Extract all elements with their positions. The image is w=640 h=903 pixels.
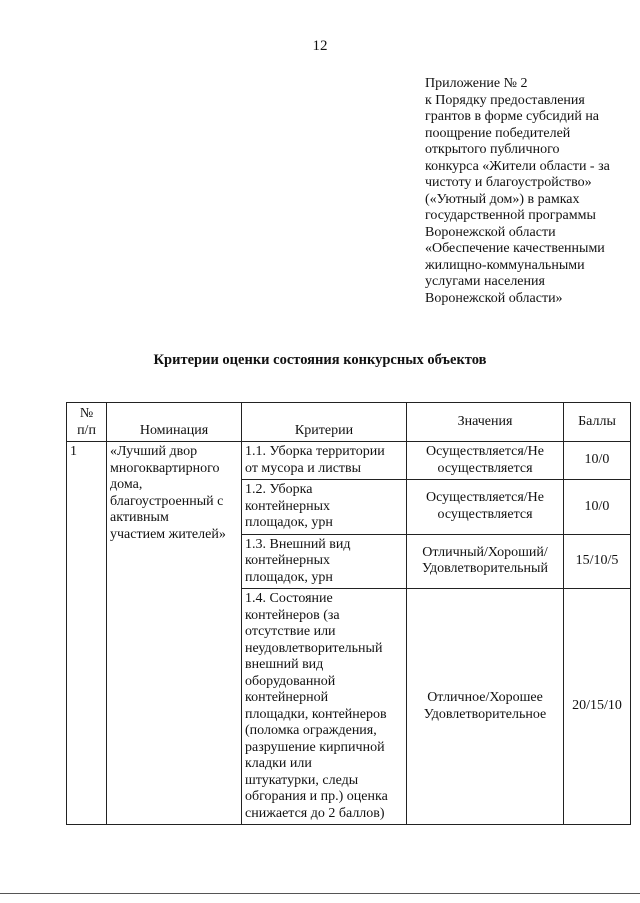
value-line: Отличное/Хорошее (427, 690, 543, 705)
appendix-line: услугами населения (425, 274, 545, 289)
criteria-table (66, 402, 631, 825)
criteria-line: 1.2. Уборка (245, 482, 313, 497)
criteria-line: штукатурки, следы (245, 772, 359, 788)
nomination-line: благоустроенный с (110, 493, 224, 509)
header-nomination: Номинация (107, 403, 242, 442)
score-cell: 20/15/10 (564, 589, 631, 825)
value-line: осуществляется (437, 460, 533, 476)
criteria-line: кладки или (245, 756, 312, 771)
value-line: Осуществляется/Не (425, 444, 545, 459)
criteria-line: контейнерных (245, 498, 331, 514)
appendix-line: Воронежской области» (425, 290, 563, 306)
value-line: осуществляется (437, 506, 533, 522)
header-number (67, 403, 107, 442)
page-bottom-divider (0, 893, 640, 894)
criteria-line: площадок, урн (245, 569, 333, 585)
appendix-line: к Порядку предоставления (425, 92, 585, 108)
score-cell: 10/0 (564, 480, 631, 535)
criteria-cell (242, 589, 407, 825)
value-line: Удовлетворительный (422, 561, 548, 577)
score-cell: 15/10/5 (564, 534, 631, 589)
criteria-cell (242, 442, 407, 480)
criteria-line: площадок, урн (245, 515, 333, 530)
nomination-line: дома, (110, 477, 143, 492)
criteria-line: (поломка ограждения, (245, 723, 377, 738)
criteria-line: 1.4. Состояние (245, 591, 333, 606)
appendix-line: открытого публичного (425, 142, 560, 157)
score-cell: 10/0 (564, 442, 631, 480)
appendix-line: чистоту и благоустройство» (425, 175, 592, 190)
criteria-line: разрушение кирпичной (245, 739, 385, 755)
appendix-line: Воронежской области (425, 224, 556, 240)
header-score: Баллы (564, 403, 631, 442)
value-line: Осуществляется/Не (425, 490, 545, 506)
criteria-line: отсутствие или (245, 624, 336, 639)
criteria-cell (242, 480, 407, 535)
header-criteria: Критерии (242, 403, 407, 442)
header-values: Значения (407, 403, 564, 442)
criteria-line: оборудованной (245, 673, 336, 689)
nomination-line: многоквартирного (110, 460, 220, 476)
criteria-line: обгорания и пр.) оценка (245, 789, 388, 804)
criteria-line: 1.1. Уборка территории (245, 444, 385, 459)
appendix-line: поощрение победителей (425, 125, 571, 141)
nomination-cell (107, 442, 242, 825)
table-header-row (67, 403, 631, 442)
nomination-line: участием жителей» (110, 526, 226, 542)
criteria-line: контейнеров (за (245, 607, 340, 623)
header-number-line: п/п (77, 423, 96, 438)
appendix-line: конкурса «Жители области - за (425, 158, 610, 174)
appendix-line: государственной программы (425, 208, 596, 223)
criteria-line: контейнерных (245, 553, 331, 568)
document-title: Критерии оценки состояния конкурсных объектов (153, 352, 487, 368)
criteria-line: неудовлетворительный (245, 640, 383, 656)
table-row (67, 442, 631, 480)
criteria-line: внешний вид (245, 657, 324, 672)
criteria-cell (242, 534, 407, 589)
row-number-cell: 1 (67, 442, 107, 825)
appendix-line: грантов в форме субсидий на (425, 109, 600, 124)
appendix-line: Приложение № 2 (425, 76, 528, 91)
header-number-line: № (79, 406, 94, 421)
values-cell (407, 480, 564, 535)
value-line: Удовлетворительное (423, 706, 547, 722)
values-cell (407, 442, 564, 480)
values-cell (407, 534, 564, 589)
value-line: Отличный/Хороший/ (422, 544, 548, 560)
nomination-line: активным (110, 510, 169, 525)
criteria-line: площадки, контейнеров (245, 706, 387, 722)
appendix-line: «Обеспечение качественными (425, 241, 605, 256)
values-cell (407, 589, 564, 825)
criteria-line: от мусора и листвы (245, 460, 362, 476)
criteria-line: 1.3. Внешний вид (245, 536, 351, 552)
appendix-line: жилищно-коммунальными (425, 257, 585, 273)
page-number: 12 (312, 38, 328, 54)
nomination-line: «Лучший двор (110, 444, 198, 459)
criteria-line: снижается до 2 баллов) (245, 805, 385, 821)
appendix-line: («Уютный дом») в рамках (425, 191, 580, 207)
criteria-line: контейнерной (245, 690, 329, 705)
appendix-block (425, 76, 630, 307)
